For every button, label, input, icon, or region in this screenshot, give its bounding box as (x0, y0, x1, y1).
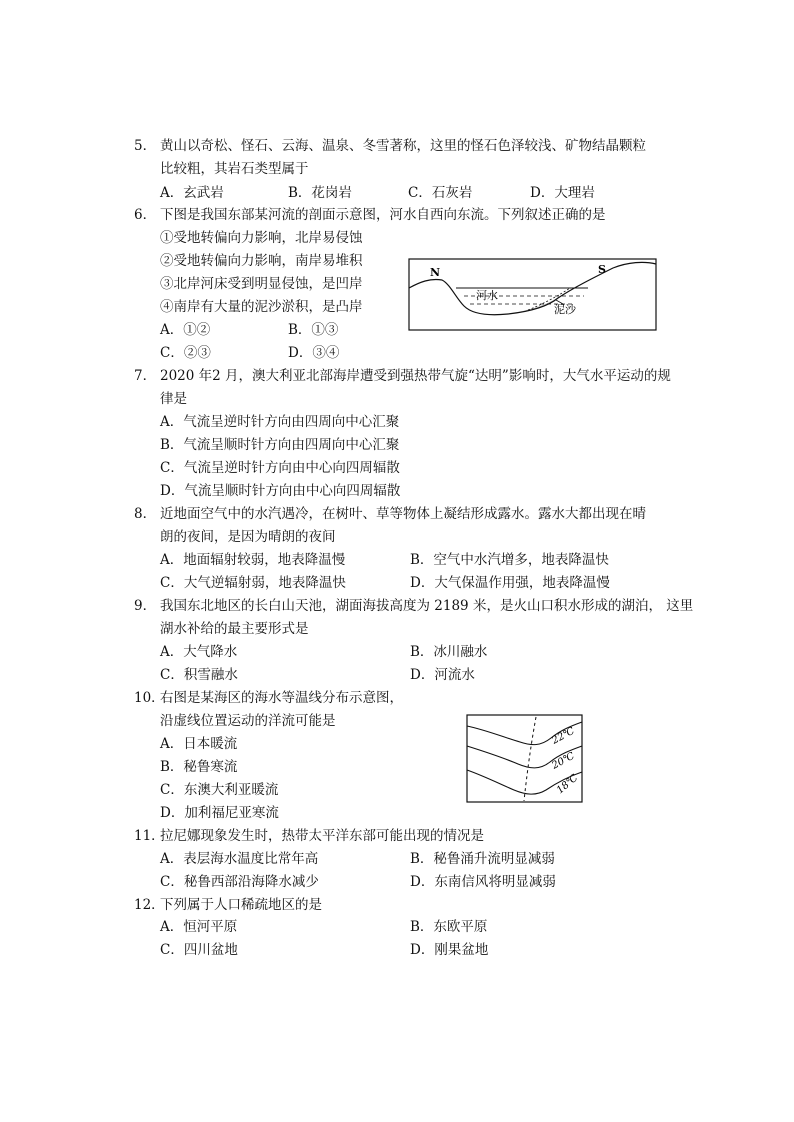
q7-option-b: B．气流呈顺时针方向由四周向中心汇聚 (160, 437, 400, 453)
q5-option-b: B．花岗岩 (288, 185, 352, 201)
q12-option-d: D．刚果盆地 (410, 942, 489, 958)
q10-option-a: A．日本暖流 (160, 736, 238, 752)
q7-option-d: D．气流呈顺时针方向由中心向四周辐散 (160, 483, 401, 499)
q12-option-c: C．四川盆地 (160, 942, 238, 958)
q8-option-d: D．大气保温作用强，地表降温慢 (410, 575, 610, 591)
q5-stem-line1: 黄山以奇松、怪石、云海、温泉、冬雪著称，这里的怪石色泽较浅、矿物结晶颗粒 (160, 138, 646, 154)
q8-number: 8． (134, 506, 157, 522)
sand-label: 泥沙 (554, 303, 576, 316)
q11-option-d: D．东南信风将明显减弱 (410, 874, 556, 890)
q8-option-b: B．空气中水汽增多，地表降温快 (410, 552, 609, 568)
north-label: N (430, 266, 441, 279)
q7-option-c: C．气流呈逆时针方向由中心向四周辐散 (160, 460, 400, 476)
q10-option-d: D．加利福尼亚寒流 (160, 805, 279, 821)
water-label: 河水 (476, 289, 498, 302)
q6-option-a: A．①② (160, 322, 211, 338)
q9-option-b: B．冰川融水 (410, 644, 488, 660)
q7-number: 7． (134, 368, 157, 384)
isotherm-18-label: 18℃ (554, 772, 581, 797)
q6-statement-4: ④南岸有大量的泥沙淤积，是凸岸 (160, 299, 363, 315)
current-dashed-line (524, 717, 536, 801)
isotherm-22-label: 22℃ (550, 725, 577, 747)
q6-statement-1: ①受地转偏向力影响，北岸易侵蚀 (160, 230, 363, 246)
q11-stem-line1: 拉尼娜现象发生时，热带太平洋东部可能出现的情况是 (160, 828, 484, 844)
q9-option-c: C．积雪融水 (160, 667, 238, 683)
riverbed-line (409, 262, 656, 314)
q7-option-a: A．气流呈逆时针方向由四周向中心汇聚 (160, 414, 400, 430)
q7-stem-line1: 2020 年2 月，澳大利亚北部海岸遭受到强热带气旋“达明”影响时，大气水平运动的规 (160, 368, 671, 384)
q11-option-c: C．秘鲁西部沿海降水减少 (160, 874, 319, 890)
q6-option-c: C．②③ (160, 345, 211, 361)
q10-stem-line1: 右图是某海区的海水等温线分布示意图， (160, 690, 403, 706)
south-label: S (598, 263, 606, 276)
isotherm-figure (466, 714, 584, 804)
q6-option-d: D．③④ (288, 345, 340, 361)
q11-number: 11． (134, 828, 165, 844)
q5-option-a: A．玄武岩 (160, 185, 224, 201)
q5-stem-line2: 比较粗，其岩石类型属于 (160, 161, 309, 177)
q12-stem-line1: 下列属于人口稀疏地区的是 (160, 897, 322, 913)
q5-option-d: D．大理岩 (530, 185, 595, 201)
q10-option-c: C．东澳大利亚暖流 (160, 782, 279, 798)
q5-option-c: C．石灰岩 (408, 185, 473, 201)
q10-number: 10． (134, 690, 165, 706)
q9-number: 9． (134, 598, 157, 614)
q6-statement-3: ③北岸河床受到明显侵蚀，是凹岸 (160, 276, 363, 292)
q6-number: 6． (134, 207, 157, 223)
q5-number: 5． (134, 138, 157, 154)
q12-number: 12． (134, 897, 165, 913)
isotherm-20-label: 20℃ (550, 750, 577, 772)
q9-stem-line2: 湖水补给的最主要形式是 (160, 621, 309, 637)
q8-stem-line2: 朗的夜间，是因为晴朗的夜间 (160, 529, 336, 545)
q9-option-a: A．大气降水 (160, 644, 238, 660)
q11-option-a: A．表层海水温度比常年高 (160, 851, 319, 867)
q9-option-d: D．河流水 (410, 667, 475, 683)
q6-statement-2: ②受地转偏向力影响，南岸易堆积 (160, 253, 363, 269)
q12-option-b: B．东欧平原 (410, 919, 488, 935)
q6-stem-line1: 下图是我国东部某河流的剖面示意图，河水自西向东流。下列叙述正确的是 (160, 207, 606, 223)
q9-stem-line1: 我国东北地区的长白山天池，湖面海拔高度为 2189 米，是火山口积水形成的湖泊， 这里 (160, 598, 694, 614)
q6-option-b: B．①③ (288, 322, 339, 338)
q11-option-b: B．秘鲁涌升流明显减弱 (410, 851, 555, 867)
q8-stem-line1: 近地面空气中的水汽遇冷，在树叶、草等物体上凝结形成露水。露水大都出现在晴 (160, 506, 646, 522)
river-figure-frame (409, 259, 656, 330)
q10-stem-line2: 沿虚线位置运动的洋流可能是 (160, 713, 336, 729)
q8-option-c: C．大气逆辐射弱，地表降温快 (160, 575, 346, 591)
q8-option-a: A．地面辐射较弱，地表降温慢 (160, 552, 346, 568)
river-profile-figure (408, 258, 658, 332)
q10-option-b: B．秘鲁寒流 (160, 759, 238, 775)
q12-option-a: A．恒河平原 (160, 919, 238, 935)
q7-stem-line2: 律是 (160, 391, 187, 407)
